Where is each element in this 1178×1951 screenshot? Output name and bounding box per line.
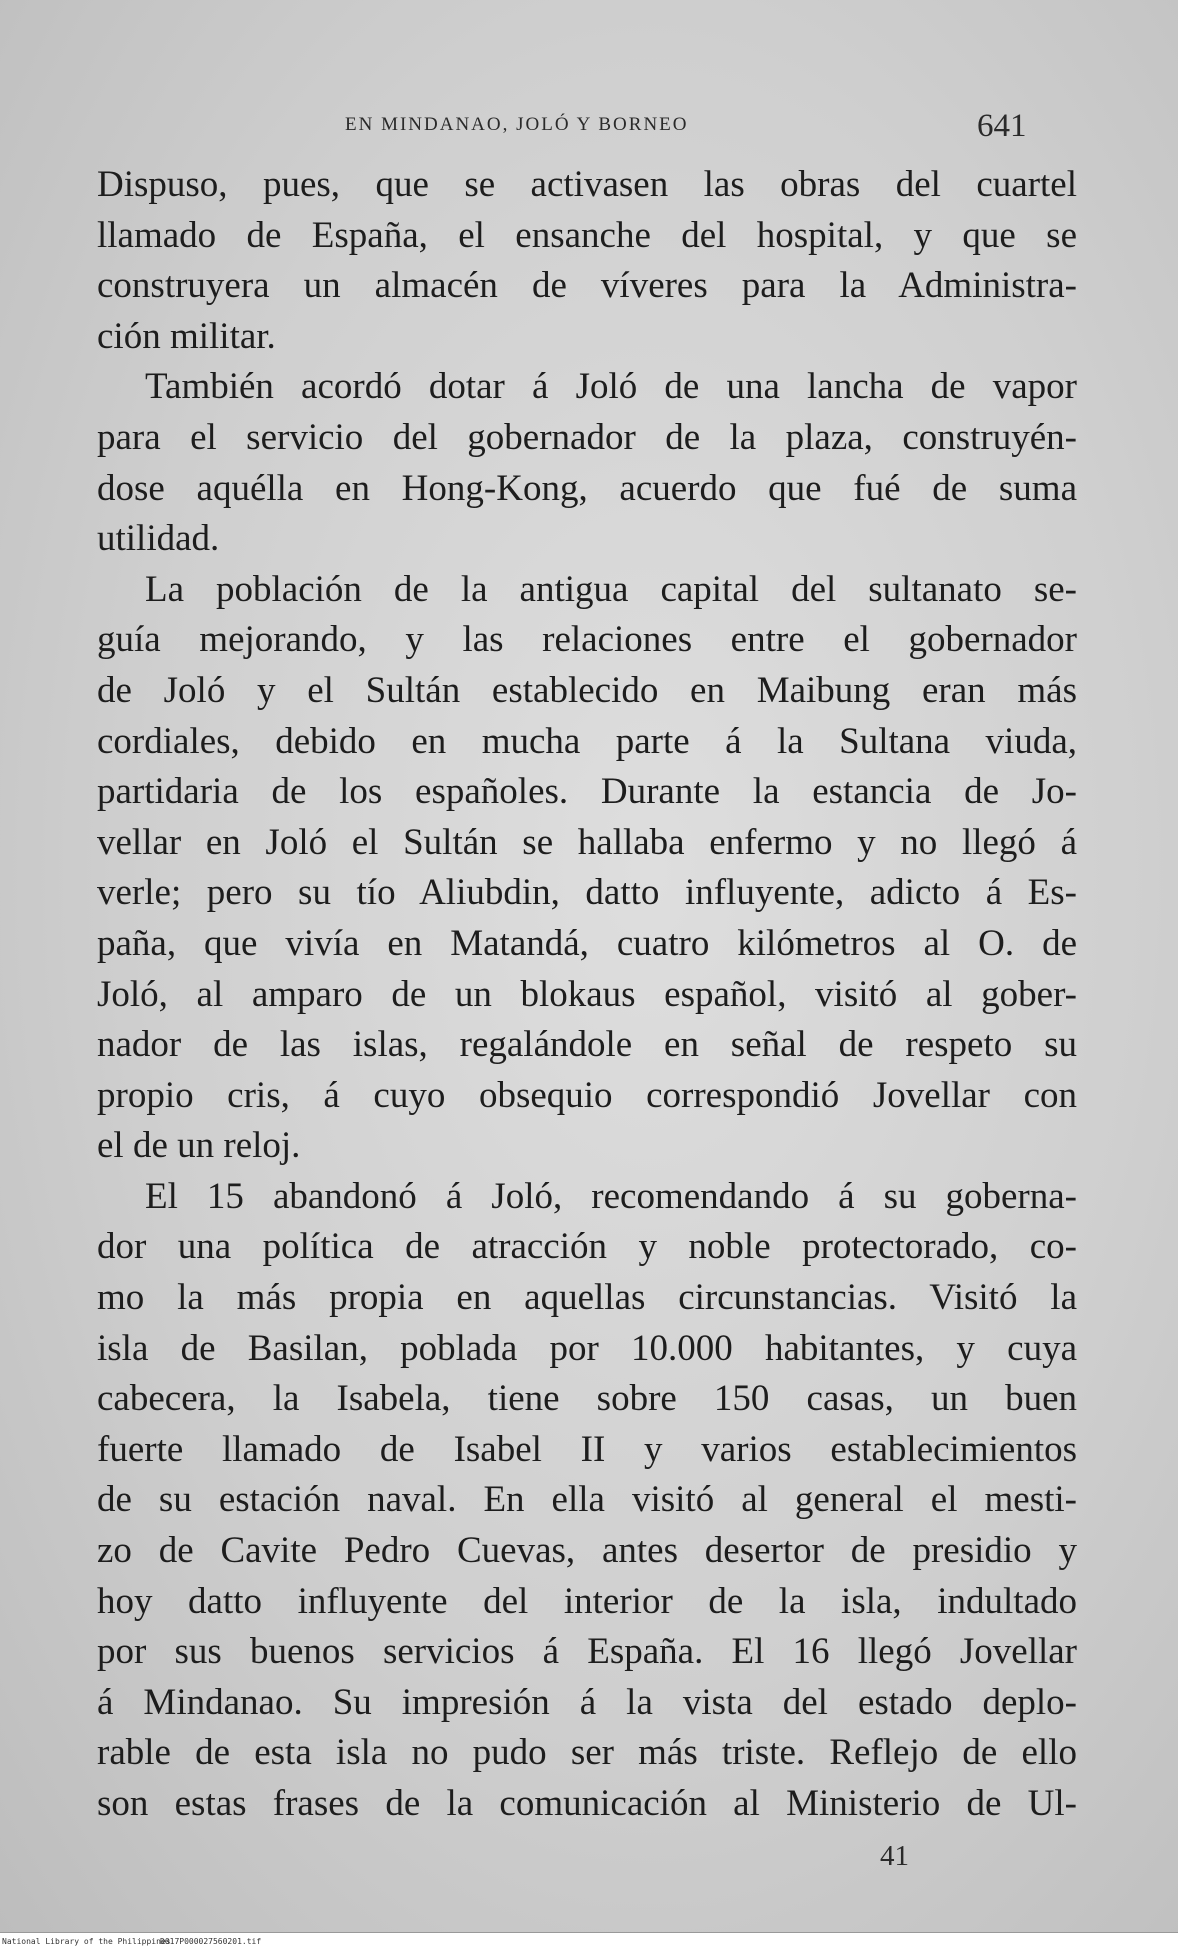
text-line: por sus buenos servicios á España. El 16 llegó Jovellar bbox=[97, 1631, 1077, 1673]
text-line: partidaria de los españoles. Durante la estancia de Jo- bbox=[97, 771, 1077, 813]
text-line: para el servicio del gobernador de la plaza, construyén- bbox=[97, 416, 1077, 458]
page-number: 641 bbox=[977, 108, 1027, 144]
text-line: zo de Cavite Pedro Cuevas, antes desertor de presidio y bbox=[97, 1530, 1077, 1572]
text-line: También acordó dotar á Joló de una lancha de vapor bbox=[145, 366, 1077, 408]
text-line: dose aquélla en Hong-Kong, acuerdo que fué de suma bbox=[97, 467, 1077, 509]
text-line: Dispuso, pues, que se activasen las obras del cuartel bbox=[97, 164, 1077, 205]
text-line: el de un reloj. bbox=[97, 1125, 301, 1167]
footer-library: National Library of the Philippines bbox=[2, 1937, 171, 1946]
scan-footer bbox=[0, 1932, 1178, 1951]
text-line: propio cris, á cuyo obsequio correspondió Jovellar con bbox=[97, 1074, 1077, 1116]
text-line: rable de esta isla no pudo ser más triste. Reflejo de ello bbox=[97, 1732, 1077, 1774]
text-line: utilidad. bbox=[97, 518, 220, 560]
text-line: cordiales, debido en mucha parte á la Sultana viuda, bbox=[97, 720, 1077, 762]
text-line: vellar en Joló el Sultán se hallaba enfermo y no llegó á bbox=[97, 821, 1077, 863]
text-line: de Joló y el Sultán establecido en Maibung eran más bbox=[97, 669, 1077, 711]
text-line: llamado de España, el ensanche del hospital, y que se bbox=[97, 214, 1077, 256]
text-line: á Mindanao. Su impresión á la vista del estado deplo- bbox=[97, 1681, 1077, 1723]
body-text bbox=[97, 160, 1077, 1830]
text-line: son estas frases de la comunicación al Ministerio de Ul- bbox=[97, 1783, 1077, 1824]
text-line: isla de Basilan, poblada por 10.000 habitantes, y cuya bbox=[97, 1327, 1077, 1369]
text-line: hoy datto influyente del interior de la isla, indultado bbox=[97, 1580, 1077, 1622]
text-line: construyera un almacén de víveres para la Administra- bbox=[97, 265, 1077, 307]
page-header bbox=[345, 108, 1045, 148]
text-line: Joló, al amparo de un blokaus español, visitó al gober- bbox=[97, 973, 1077, 1015]
text-line: nador de las islas, regalándole en señal de respeto su bbox=[97, 1024, 1077, 1066]
text-line: verle; pero su tío Aliubdin, datto influyente, adicto á Es- bbox=[97, 872, 1077, 914]
text-line: El 15 abandonó á Joló, recomendando á su goberna- bbox=[145, 1175, 1077, 1217]
signature-mark: 41 bbox=[880, 1840, 909, 1872]
text-line: paña, que vivía en Matandá, cuatro kilómetros al O. de bbox=[97, 922, 1077, 964]
text-line: mo la más propia en aquellas circunstancias. Visitó la bbox=[97, 1277, 1077, 1319]
text-line: ción militar. bbox=[97, 315, 276, 357]
footer-file-id: D017P000027560201.tif bbox=[160, 1937, 262, 1946]
text-line: fuerte llamado de Isabel II y varios establecimientos bbox=[97, 1428, 1077, 1470]
text-line: guía mejorando, y las relaciones entre el gobernador bbox=[97, 619, 1077, 661]
text-line: dor una política de atracción y noble protectorado, co- bbox=[97, 1226, 1077, 1268]
text-line: cabecera, la Isabela, tiene sobre 150 casas, un buen bbox=[97, 1378, 1077, 1420]
running-title: EN MINDANAO, JOLÓ Y BORNEO bbox=[345, 114, 689, 135]
text-line: La población de la antigua capital del sultanato se- bbox=[145, 568, 1077, 610]
text-line: de su estación naval. En ella visitó al general el mesti- bbox=[97, 1479, 1077, 1521]
